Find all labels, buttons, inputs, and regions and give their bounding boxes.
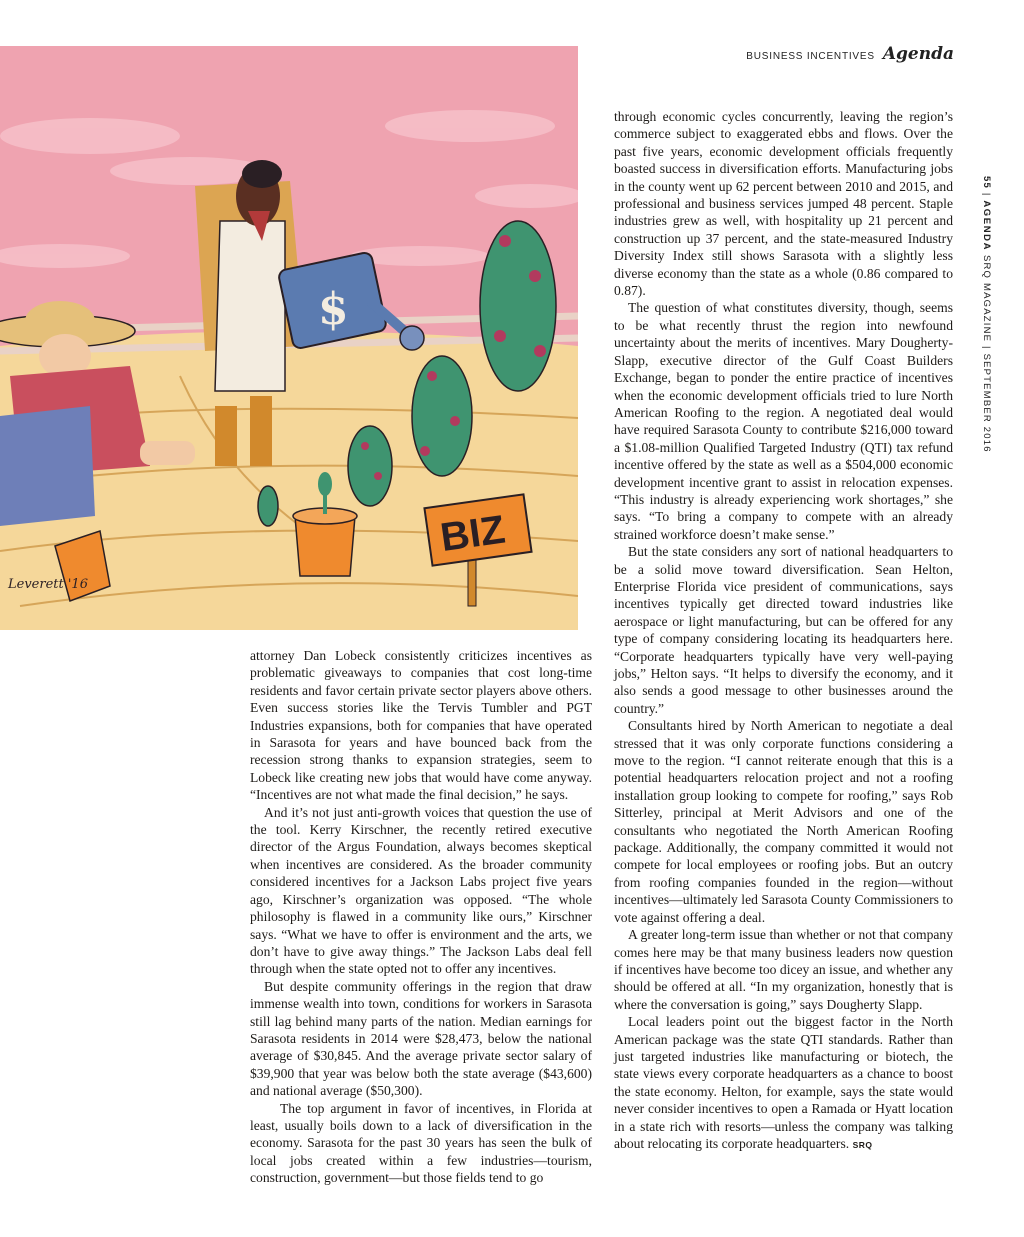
paragraph: And it’s not just anti-growth voices that question the use of the tool. Kerry Kirschner, the recently retired executive director of the Argus Foundation, always becomes skeptical when incentives are considered. As the broader community considered incentives for a Jackson Labs project five years ago, Kirschner’s organization was opposed. “The whole philosophy is flawed in a community like ours,” Kirschner says. “What we have to offer is environment and the arts, we don’t have to give away things.” The Jackson Labs deal fell through when the state opted not to offer any incentives. — [250, 804, 592, 977]
paragraph — [614, 1013, 953, 1154]
end-mark: SRQ — [852, 1139, 873, 1150]
paragraph: through economic cycles concurrently, leaving the region’s commerce subject to exaggerated ebbs and flows. Over the past five years, economic development officials frequently boasted success in diversification efforts. Manufacturing jobs in the county went up 62 percent between 2010 and 2015, and professional and business services jumped 48 percent. Staple industries grew as well, with hospitality up 21 percent and construction up 37 percent, and the state-measured Industry Diversity Index still shows Sarasota with a slightly less diverse economy than the state as a whole (0.86 compared to 0.87). — [614, 109, 953, 299]
folio-text — [981, 176, 992, 453]
paragraph: The top argument in favor of incentives, in Florida at least, usually boils down to a lack of diversification in the economy. Sarasota for the past 30 years has seen the bulk of local jobs created within a few industries—tourism, construction, government—but those fields tend to go — [250, 1100, 592, 1186]
sign-text: BIZ — [437, 507, 508, 561]
running-header — [746, 44, 954, 64]
paragraph-text: Local leaders point out the biggest factor in the North American package was the state QTI standards. Rather than just targeted industries like manufacturing or biotech, the state views every corporate headquarters as a chance to boost the state economy. Helton, for example, says the state would never consider incentives to open a Ramada or Hyatt location in a state rich with resorts—unless the company was talking about relocating its corporate headquarters. — [614, 1014, 953, 1151]
paragraph: But the state considers any sort of national headquarters to be a solid move toward diversification. Sean Helton, Enterprise Florida vice president of communications, says incentives typically get directed toward industries like aerospace or light manufacturing, but can be offered for any type of company considering locating its headquarters here. “Corporate headquarters typically have very well-paying jobs,” Helton says. “It helps to diversify the economy, and it also sends a good message to other businesses around the country.” — [614, 544, 953, 716]
folio-magazine: SRQ MAGAZINE — [981, 254, 992, 343]
cactus-tree-large — [480, 221, 556, 391]
section-label: BUSINESS INCENTIVES — [746, 51, 875, 62]
vertical-folio — [976, 176, 996, 453]
folio-issue: SEPTEMBER 2016 — [981, 353, 992, 453]
folio-separator: | — [981, 346, 992, 350]
dollar-sign: $ — [318, 284, 349, 335]
paragraph: attorney Dan Lobeck consistently criticizes incentives as problematic giveaways to companies that cost long-time residents and favor certain private sector players above others. Even success stories like the Tervis Tumbler and PGT Industries expansions, both for companies that have operated in Sarasota for years and have bounced back from the recession strong thanks to expansion strategies, seem to Lobeck like creating new jobs that would have come anyway. “Incentives are not what made the final decision,” he says. — [250, 648, 592, 803]
right-column — [614, 108, 953, 1154]
folio-section: AGENDA — [981, 200, 992, 252]
cactus-sprout — [258, 486, 278, 526]
paragraph: A greater long-term issue than whether or not that company comes here may be that many business leaders now question if incentives have become too dicey an issue, and whether any should be offered at all. “In my organization, honestly that is where the conversation is going,” says Dougherty Slapp. — [614, 927, 953, 1012]
paragraph: Consultants hired by North American to negotiate a deal stressed that it was only corporate functions considering a move to the region. “I cannot reiterate enough that this is a potential headquarters relocation project and not a roofing installation group looking to compete for roofing,” says Rob Sitterley, principal at Merit Advisors and one of the consultants who negotiated the North American Roofing package. Additionally, the company committed it would not compete for local employees or roofing jobs. But an outcry from roofing companies founded in the region—without incentives—ultimately led Sarasota County Commissioners to vote against offering a deal. — [614, 718, 953, 925]
left-column — [250, 647, 592, 1187]
paragraph: The question of what constitutes diversity, though, seems to be what recently thrust the region into newfound uncertainty about the merits of incentives. Mary Dougherty-Slapp, executive director of the Gulf Coast Builders Exchange, began to ponder the entire practice of incentives when the economic development officials tried to lure North American Roofing to the region. A negotiated deal would have required Sarasota County to contribute $216,000 toward a $1.08-million Qualified Targeted Industry (QTI) tax refund incentive offered by the state as well as a $504,000 economic development incentive grant to assist in relocation expenses. “This industry is already experiencing work shortages,” she says. “To bring a company to compete with an already strained workforce doesn’t make sense.” — [614, 300, 953, 542]
cactus-tree-medium — [412, 356, 472, 476]
artist-signature: Leverett '16 — [8, 577, 88, 592]
section-script-logo: Agenda — [882, 44, 954, 64]
folio-separator: | — [981, 192, 992, 197]
illustration-gardeners — [0, 46, 578, 630]
cactus-tree-small — [348, 426, 392, 506]
paragraph: But despite community offerings in the region that draw immense wealth into town, conditions for workers in Sarasota still lag behind many parts of the nation. Median earnings for Sarasota residents in 2014 were $28,473, below the national average of $30,845. And the average private sector salary of $39,900 that year was below both the state average ($43,600) and national average ($50,300). — [250, 978, 592, 1099]
page-number: 55 — [981, 176, 992, 189]
